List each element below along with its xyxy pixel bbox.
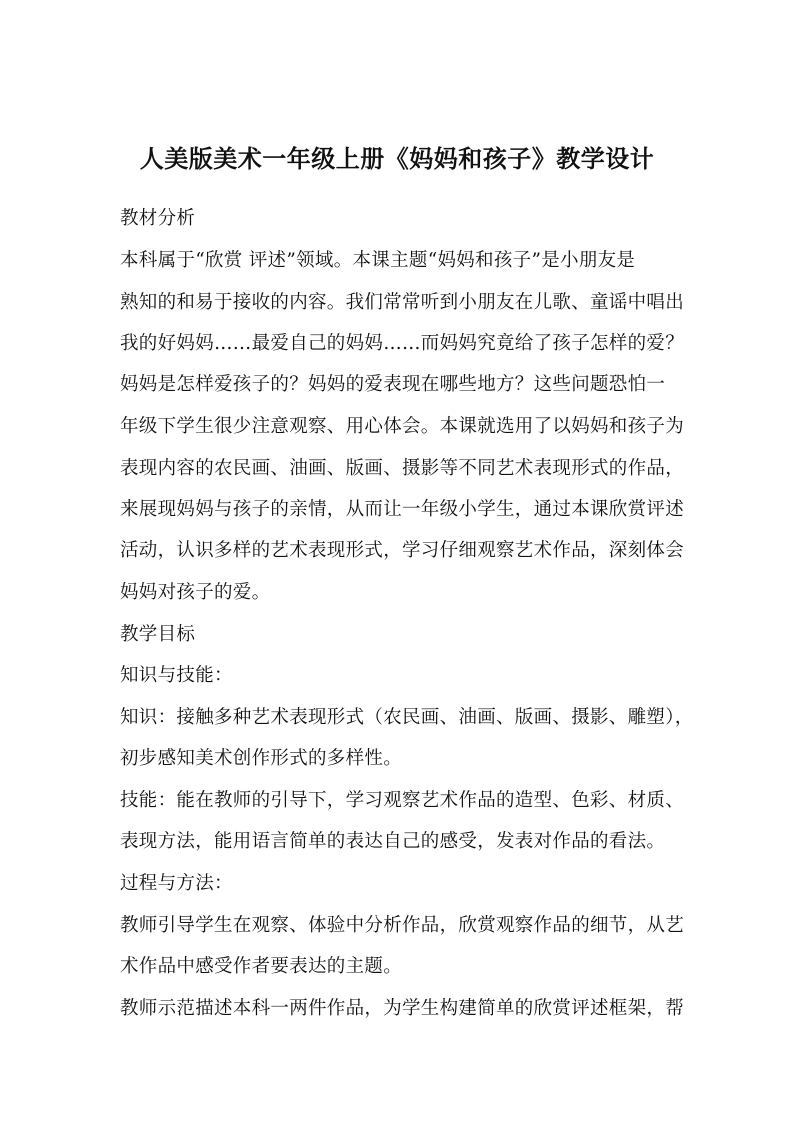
section-heading-textbook-analysis: 教材分析 [120,208,196,229]
section-heading-teaching-goals: 教学目标 [120,624,196,645]
paragraph-line: 本科属于“欣赏 评述”领域。本课主题“妈妈和孩子”是小朋友是 [120,250,636,271]
paragraph-line: 妈妈对孩子的爱。 [120,582,271,603]
paragraph-line: 技能：能在教师的引导下，学习观察艺术作品的造型、色彩、材质、 [120,790,685,811]
paragraph-line: 年级下学生很少注意观察、用心体会。本课就选用了以妈妈和孩子为 [120,416,685,437]
paragraph-line: 来展现妈妈与孩子的亲情，从而让一年级小学生，通过本课欣赏评述 [120,499,685,520]
paragraph-line: 表现内容的农民画、油画、版画、摄影等不同艺术表现形式的作品， [120,458,685,479]
paragraph-line: 知识：接触多种艺术表现形式（农民画、油画、版画、摄影、雕塑）， [120,707,694,728]
paragraph-line: 术作品中感受作者要表达的主题。 [120,956,403,977]
paragraph-line: 我的好妈妈……最爱自己的妈妈……而妈妈究竟给了孩子怎样的爱？ [120,333,685,354]
paragraph-line: 活动，认识多样的艺术表现形式，学习仔细观察艺术作品，深刻体会 [120,540,685,561]
paragraph-line: 教师引导学生在观察、体验中分析作品，欣赏观察作品的细节，从艺 [120,915,685,936]
paragraph-line: 初步感知美术创作形式的多样性。 [120,748,403,769]
document-title: 人美版美术一年级上册《妈妈和孩子》教学设计 [139,145,655,173]
subheading-knowledge-skills: 知识与技能： [120,665,233,686]
paragraph-line: 教师示范描述本科一两件作品，为学生构建简单的欣赏评述框架，帮 [120,998,685,1019]
paragraph-line: 妈妈是怎样爱孩子的？妈妈的爱表现在哪些地方？这些问题恐怕一 [120,374,666,395]
paragraph-line: 熟知的和易于接收的内容。我们常常听到小朋友在儿歌、童谣中唱出 [120,292,685,313]
paragraph-line: 表现方法，能用语言简单的表达自己的感受，发表对作品的看法。 [120,831,666,852]
subheading-process-methods: 过程与方法： [120,873,233,894]
